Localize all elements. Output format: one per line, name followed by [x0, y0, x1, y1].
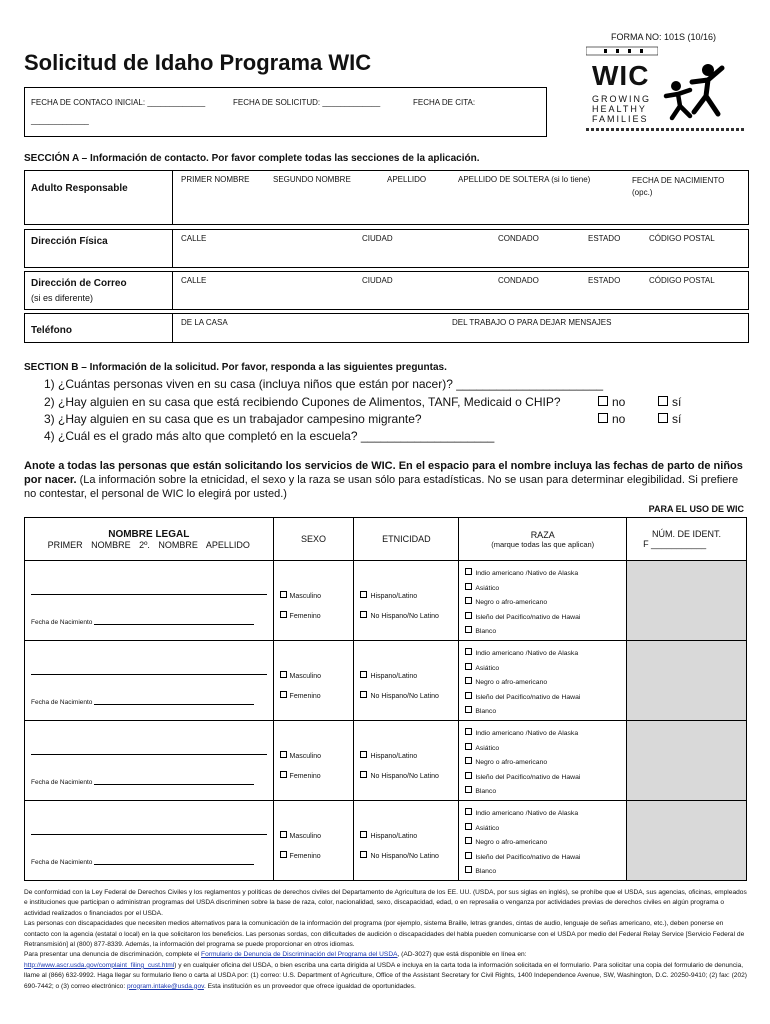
logo-tagline: GROWING HEALTHY FAMILIES: [592, 94, 651, 124]
masculino-checkbox[interactable]: Masculino: [280, 587, 354, 607]
blanco-checkbox[interactable]: Blanco: [465, 705, 626, 720]
masculino-checkbox[interactable]: Masculino: [280, 827, 354, 847]
wic-id-cell: [627, 801, 747, 881]
asiatico-checkbox[interactable]: Asiático: [465, 822, 626, 837]
femenino-checkbox[interactable]: Femenino: [280, 847, 354, 867]
name-line[interactable]: [31, 754, 267, 755]
question-4: 4) ¿Cuál es el grado más alto que completó en la escuela? ____________________: [44, 429, 495, 443]
isleno-checkbox[interactable]: Isleño del Pacifico/nativo de Hawai: [465, 851, 626, 866]
raza-cell: [459, 801, 627, 881]
indio-americano-checkbox[interactable]: Indio americano /Nativo de Alaska: [465, 647, 626, 662]
col-estado[interactable]: ESTADO: [588, 234, 621, 243]
q3-si-checkbox[interactable]: sí: [658, 412, 681, 426]
adulto-label: Adulto Responsable: [25, 171, 173, 224]
col-tel-trabajo[interactable]: DEL TRABAJO O PARA DEJAR MENSAJES: [452, 318, 612, 327]
col-condado[interactable]: CONDADO: [498, 234, 539, 243]
col-condado-correo[interactable]: CONDADO: [498, 276, 539, 285]
col-apellido[interactable]: APELLIDO: [387, 175, 427, 184]
asiatico-checkbox[interactable]: Asiático: [465, 742, 626, 757]
section-a-heading: SECCIÓN A – Información de contacto. Por favor complete todas las secciones de la aplicación.: [24, 153, 480, 164]
fecha-nacimiento-field[interactable]: Fecha de Nacimiento: [31, 619, 267, 626]
applicants-note: [24, 459, 750, 501]
fecha-nacimiento-field[interactable]: Fecha de Nacimiento: [31, 779, 267, 786]
wic-id-cell: [627, 641, 747, 721]
header-nombre-legal: NOMBRE LEGAL PRIMER NOMBRE 2º. NOMBRE APELLIDO: [25, 518, 274, 561]
fecha-cita-field[interactable]: FECHA DE CITA:: [413, 98, 476, 107]
femenino-checkbox[interactable]: Femenino: [280, 687, 354, 707]
etnicidad-cell: [354, 641, 459, 721]
direccion-correo-sub: (si es diferente): [31, 293, 94, 303]
col-primer-nombre[interactable]: PRIMER NOMBRE: [181, 175, 250, 184]
family-figures-icon: [662, 62, 726, 122]
header-etnicidad: ETNICIDAD: [354, 518, 459, 561]
applicants-note-normal: (La información sobre la etnicidad, el sexo y la raza se usan sólo para estadísticas. No se usan para determinar elegibilidad. Si prefiere no contestar, el personal de WIC lo elegirá por usted.): [24, 474, 739, 500]
raza-cell: [459, 641, 627, 721]
direccion-fisica-row: [24, 229, 749, 268]
col-ciudad[interactable]: CIUDAD: [362, 234, 393, 243]
hispano-checkbox[interactable]: Hispano/Latino: [360, 667, 458, 687]
question-1: 1) ¿Cuántas personas viven en su casa (incluya niños que están por nacer)? ______________________: [44, 377, 604, 391]
no-hispano-checkbox[interactable]: No Hispano/No Latino: [360, 607, 458, 627]
col-codigo-postal[interactable]: CÓDIGO POSTAL: [649, 234, 715, 243]
no-hispano-checkbox[interactable]: No Hispano/No Latino: [360, 847, 458, 867]
negro-checkbox[interactable]: Negro o afro-americano: [465, 676, 626, 691]
nondiscrimination-footer: [24, 888, 748, 992]
raza-cell: [459, 561, 627, 641]
asiatico-checkbox[interactable]: Asiático: [465, 662, 626, 677]
name-cell[interactable]: [25, 561, 274, 641]
adulto-row: [24, 170, 749, 225]
name-line[interactable]: [31, 674, 267, 675]
etnicidad-cell: [354, 721, 459, 801]
negro-checkbox[interactable]: Negro o afro-americano: [465, 756, 626, 771]
form-number: FORMA NO: 101S (10/16): [610, 32, 716, 42]
isleno-checkbox[interactable]: Isleño del Pacifico/nativo de Hawai: [465, 771, 626, 786]
raza-cell: [459, 721, 627, 801]
col-calle[interactable]: CALLE: [181, 234, 207, 243]
table-row: [25, 801, 747, 881]
complaint-form-link[interactable]: Formulario de Denuncia de Discriminación del Programa del USDA: [201, 951, 398, 959]
wic-use-label: PARA EL USO DE WIC: [648, 504, 744, 514]
sexo-cell: [273, 801, 354, 881]
blanco-checkbox[interactable]: Blanco: [465, 785, 626, 800]
negro-checkbox[interactable]: Negro o afro-americano: [465, 596, 626, 611]
masculino-checkbox[interactable]: Masculino: [280, 747, 354, 767]
name-cell[interactable]: [25, 641, 274, 721]
indio-americano-checkbox[interactable]: Indio americano /Nativo de Alaska: [465, 727, 626, 742]
fecha-nacimiento-field[interactable]: Fecha de Nacimiento: [31, 699, 267, 706]
question-3: 3) ¿Hay alguien en su casa que es un trabajador campesino migrante?: [44, 412, 422, 426]
masculino-checkbox[interactable]: Masculino: [280, 667, 354, 687]
dates-box: [24, 87, 547, 137]
direccion-correo-label: Dirección de Correo (si es diferente): [25, 272, 173, 309]
fecha-cita-line: _____________: [31, 116, 89, 125]
sexo-cell: [273, 721, 354, 801]
fecha-nacimiento-field[interactable]: Fecha de Nacimiento: [31, 859, 267, 866]
question-2: 2) ¿Hay alguien en su casa que está recibiendo Cupones de Alimentos, TANF, Medicaid o CHIP?: [44, 395, 561, 409]
col-apellido-soltera[interactable]: APELLIDO DE SOLTERA (si lo tiene): [458, 175, 591, 184]
footer-p3: Para presentar una denuncia de discriminación, complete el Formulario de Denuncia de Discriminación del Programa del USDA, (AD-3027) que está disponible en línea en:: [24, 951, 527, 959]
q3-no-checkbox[interactable]: no: [598, 412, 625, 426]
header-raza: RAZA (marque todas las que aplican): [459, 518, 627, 561]
isleno-checkbox[interactable]: Isleño del Pacifico/nativo de Hawai: [465, 691, 626, 706]
blanco-checkbox[interactable]: Blanco: [465, 625, 626, 640]
femenino-checkbox[interactable]: Femenino: [280, 607, 354, 627]
sexo-cell: [273, 561, 354, 641]
footer-p4: http://www.ascr.usda.gov/complaint_filing_cust.html) y en cualquier oficina del USDA, o bien escriba una carta dirigida al USDA e incluya en la carta toda la información solicitada en el formulario. Para solicitar una copia del formulario de denuncia, llame al (866) 632-9992. Haga llegar su formulario lleno o carta al USDA por: (1) correo: U.S. Department of Agriculture, Office of the Assistant Secretary for Civil Rights, 1400 Independence Avenue, SW, Washington, D.C. 20250-9410; (2) fax: (202) 690-7442; o (3) correo electrónico: program.intake@usda.gov. Esta institución es un proveedor que ofrece igualdad de oportunidades.: [24, 961, 747, 990]
isleno-checkbox[interactable]: Isleño del Pacifico/nativo de Hawai: [465, 611, 626, 626]
col-segundo-nombre[interactable]: SEGUNDO NOMBRE: [273, 175, 351, 184]
col-calle-correo[interactable]: CALLE: [181, 276, 207, 285]
no-hispano-checkbox[interactable]: No Hispano/No Latino: [360, 767, 458, 787]
table-header-row: [25, 518, 747, 561]
name-line[interactable]: [31, 834, 267, 835]
negro-checkbox[interactable]: Negro o afro-americano: [465, 836, 626, 851]
col-tel-casa[interactable]: DE LA CASA: [181, 318, 228, 327]
femenino-checkbox[interactable]: Femenino: [280, 767, 354, 787]
logo-footer-strip: [586, 128, 746, 131]
col-fecha-nacimiento[interactable]: FECHA DE NACIMIENTO (opc.): [632, 176, 725, 197]
fecha-contacto-field[interactable]: FECHA DE CONTACO INICIAL: _____________: [31, 98, 206, 107]
col-estado-correo[interactable]: ESTADO: [588, 276, 621, 285]
wic-logo: [586, 46, 746, 136]
fecha-solicitud-field[interactable]: FECHA DE SOLICITUD: _____________: [233, 98, 381, 107]
footer-p1: De conformidad con la Ley Federal de Derechos Civiles y los reglamentos y políticas de derechos civiles del Departamento de Agricultura de los EE. UU. (USDA, por sus siglas en inglés), se prohíbe que el USDA, sus agencias, oficinas, empleados e instituciones que participan o administran programas del USDA discriminen sobre la base de raza, color, nacionalidad, sexo, discapacidad, edad, o en represalia o venganza por actividades previas de derechos civiles en algún programa o actividad realizados o financiados por el USDA.: [24, 889, 747, 917]
q2-no-checkbox[interactable]: no: [598, 395, 625, 409]
applicants-note-bold: Anote a todas las personas que están solicitando los servicios de WIC. En el espacio para el nombre incluya las fechas de parto de niños por nacer.: [24, 460, 743, 486]
header-sexo: SEXO: [273, 518, 354, 561]
applicants-table: [24, 517, 747, 881]
direccion-correo-row: [24, 271, 749, 310]
footer-p2: Las personas con discapacidades que necesiten medios alternativos para la comunicación de la información del programa (por ejemplo, sistema Braille, letras grandes, cintas de audio, lenguaje de señas americano, etc.), deben ponerse en contacto con la agencia (estatal o local) en la que solicitaron los beneficios. Las personas sordas, con dificultades de audición o discapacidades del habla pueden comunicarse con el USDA por medio del Federal Relay Service [Servicio Federal de Retransmisión] al (800) 877-8339. Además, la información del programa se puede proporcionar en otros idiomas.: [24, 920, 745, 949]
telefono-label: Teléfono: [25, 314, 173, 342]
table-row: [25, 561, 747, 641]
etnicidad-cell: [354, 561, 459, 641]
asiatico-checkbox[interactable]: Asiático: [465, 582, 626, 597]
wic-id-cell: [627, 721, 747, 801]
hispano-checkbox[interactable]: Hispano/Latino: [360, 827, 458, 847]
sexo-cell: [273, 641, 354, 721]
indio-americano-checkbox[interactable]: Indio americano /Nativo de Alaska: [465, 807, 626, 822]
complaint-url-link[interactable]: http://www.ascr.usda.gov/complaint_filing_cust.html: [24, 961, 175, 969]
email-link[interactable]: program.intake@usda.gov: [127, 982, 204, 990]
page-title: Solicitud de Idaho Programa WIC: [24, 50, 372, 75]
col-codigo-postal-correo[interactable]: CÓDIGO POSTAL: [649, 276, 715, 285]
logo-idaho-bar: [586, 46, 658, 56]
telefono-row: [24, 313, 749, 343]
no-hispano-checkbox[interactable]: No Hispano/No Latino: [360, 687, 458, 707]
wic-id-cell: [627, 561, 747, 641]
col-ciudad-correo[interactable]: CIUDAD: [362, 276, 393, 285]
name-cell[interactable]: [25, 801, 274, 881]
logo-wic-text: WIC: [592, 60, 650, 91]
indio-americano-checkbox[interactable]: Indio americano /Nativo de Alaska: [465, 567, 626, 582]
q2-si-checkbox[interactable]: sí: [658, 395, 681, 409]
header-num-ident: NÚM. DE IDENT. F ___________: [627, 518, 747, 561]
name-cell[interactable]: [25, 721, 274, 801]
name-line[interactable]: [31, 594, 267, 595]
hispano-checkbox[interactable]: Hispano/Latino: [360, 587, 458, 607]
table-row: [25, 641, 747, 721]
etnicidad-cell: [354, 801, 459, 881]
direccion-fisica-label: Dirección Física: [25, 230, 173, 267]
blanco-checkbox[interactable]: Blanco: [465, 865, 626, 880]
hispano-checkbox[interactable]: Hispano/Latino: [360, 747, 458, 767]
section-b-heading: SECTION B – Información de la solicitud. Por favor, responda a las siguientes preguntas.: [24, 362, 447, 373]
table-row: [25, 721, 747, 801]
